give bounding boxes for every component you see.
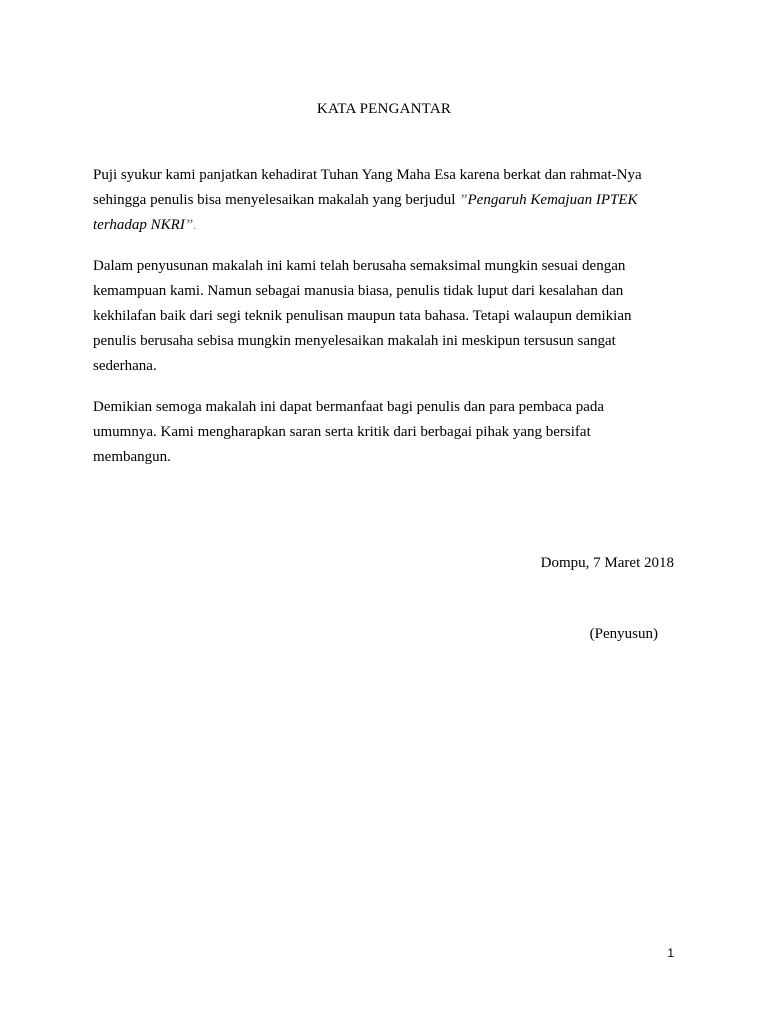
date-place: Dompu, 7 Maret 2018 <box>540 555 674 571</box>
period: . <box>193 218 197 232</box>
paper-title-part2: terhadap NKRI <box>93 217 185 233</box>
open-quote: ” <box>459 192 468 208</box>
paper-title-part1: Pengaruh Kemajuan IPTEK <box>467 192 638 208</box>
paragraph-line: penulis berusaha sebisa mungkin menyelesaikan makalah ini meskipun tersusun sangat <box>93 333 616 349</box>
paragraph-line: Puji syukur kami panjatkan kehadirat Tuhan Yang Maha Esa karena berkat dan rahmat-Nya <box>93 167 642 183</box>
close-quote: ” <box>184 217 194 233</box>
paragraph-line <box>93 188 683 213</box>
paragraph-effort <box>93 254 683 379</box>
paragraph-line: sederhana. <box>93 358 157 374</box>
paragraph-line <box>93 213 683 238</box>
paragraph-closing <box>93 395 683 470</box>
paragraph-line: kekhilafan baik dari segi teknik penulisan maupun tata bahasa. Tetapi walaupun demikian <box>93 308 632 324</box>
paragraph-line: membangun. <box>93 449 171 465</box>
paragraph-line: umumnya. Kami mengharapkan saran serta kritik dari berbagai pihak yang bersifat <box>93 424 591 440</box>
paragraph-line: Dalam penyusunan makalah ini kami telah berusaha semaksimal mungkin sesuai dengan <box>93 258 626 274</box>
paragraph-intro <box>93 163 683 238</box>
paragraph-line-text: sehingga penulis bisa menyelesaikan makalah yang berjudul <box>93 192 460 208</box>
paragraph-line: Demikian semoga makalah ini dapat bermanfaat bagi penulis dan para pembaca pada <box>93 399 605 415</box>
author-signature: (Penyusun) <box>589 626 658 642</box>
page-title: KATA PENGANTAR <box>316 101 452 117</box>
paragraph-line: kemampuan kami. Namun sebagai manusia biasa, penulis tidak luput dari kesalahan dan <box>93 283 624 299</box>
page-number: 1 <box>667 946 674 960</box>
